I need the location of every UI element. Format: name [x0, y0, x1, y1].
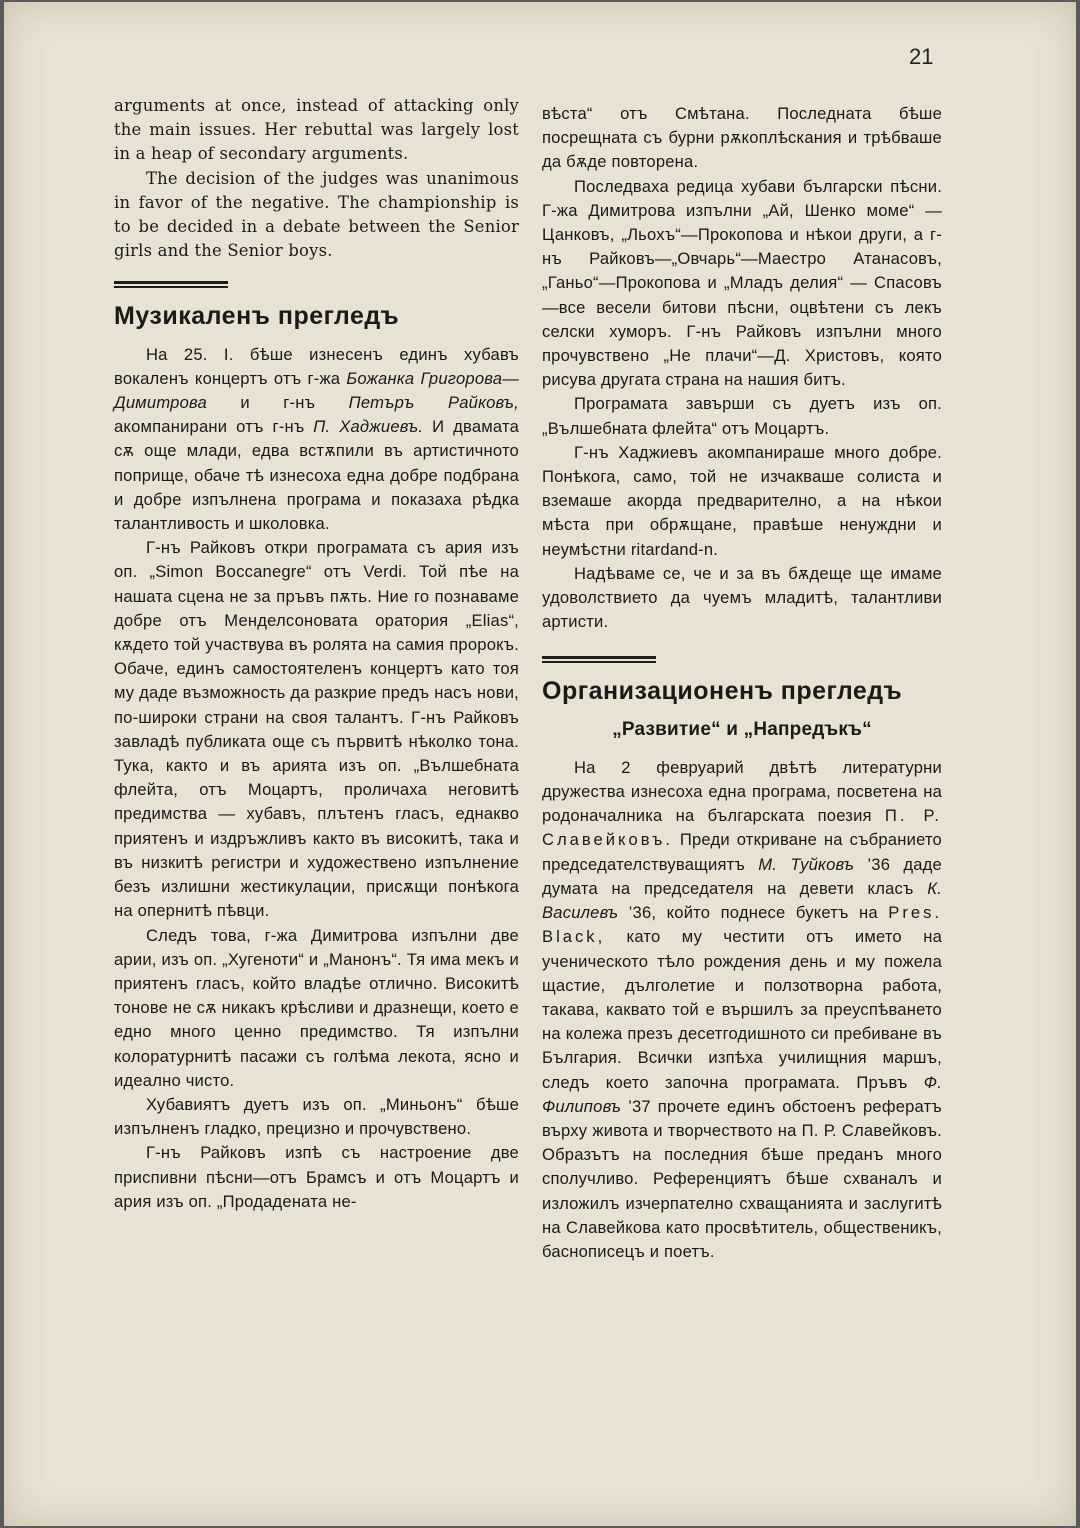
president-name: Pres. Black,	[542, 903, 942, 947]
music-paragraph-5: Г-нъ Райковъ изпѣ съ настроение две приспивни пѣсни—отъ Брамсъ и отъ Моцартъ и ария изъ оп. „Продадената не-	[114, 1143, 519, 1211]
accompanist-name: П. Хаджиевъ.	[313, 417, 424, 437]
debate-paragraph-2: The decision of the judges was unanimous in favor of the negative. The championship is to be decided in a debate between the Senior girls and the Senior boys.	[114, 168, 519, 261]
singer-name: Петъръ Райковъ,	[348, 393, 519, 413]
music-paragraph-4: Хубавиятъ дуетъ изъ оп. „Миньонъ“ бѣше изпълненъ гладко, прецизно и прочувствено.	[114, 1094, 519, 1139]
music-paragraph-7: Последваха редица хубави български пѣсни. Г-жа Димитрова изпълни „Ай, Шенко моме“ — Цанковъ, „Льохъ“—Прокопова и нѣкои други, а г-нъ Райковъ—„Овчарь“—Маестро Атанасовъ, „Ганьо“—Прокопова и „Младъ делия“ — Спасовъ—все весели битови пѣсни, оцвѣтени съ лекъ селски хуморъ. Г-нъ Райковъ изпълни много прочувствено „Не плачи“—Д. Христовъ, която рисува другата страна на нашия битъ.	[542, 176, 942, 390]
organization-review-heading: Организационенъ прегледъ	[542, 677, 903, 706]
student-name: М. Туйковъ	[758, 854, 855, 874]
poet-name: П. Р. Славейковъ.	[542, 806, 942, 850]
music-paragraph-3: Следъ това, г-жа Димитрова изпълни две арии, изъ оп. „Хугеноти“ и „Манонъ“. Тя има мекъ и приятенъ гласъ, който владѣе отлично. Високитѣ тонове не сѫ никакъ крѣсливи и дразнещи, което е едно много ценно предимство. Тя изпълни колоратурнитѣ пасажи съ голѣма лекота, ясно и идеално чисто.	[114, 925, 519, 1090]
debate-paragraph-1: arguments at once, instead of attacking only the main issues. Her rebuttal was largely lost in a heap of secondary arguments.	[114, 96, 519, 164]
music-paragraph-8: Програмата завърши съ дуетъ изъ оп. „Вълшебната флейта“ отъ Моцартъ.	[542, 394, 942, 438]
music-paragraph-6: вѣста“ отъ Смѣтана. Последната бѣше посрещната съ бурни рѫкоплѣскания и трѣбваше да бѫде повторена.	[542, 104, 942, 172]
section-divider	[114, 281, 228, 288]
music-paragraph-10: Надѣваме се, че и за въ бѫдеще ще имаме удоволствието да чуемъ младитѣ, талантливи артисти.	[542, 563, 942, 632]
music-paragraph-2: Г-нъ Райковъ откри програмата съ ария изъ оп. „Simon Boccanegre“ отъ Verdi. Той пѣе на нашата сцена не за пръвъ пѫть. Ние го познаваме добре отъ Менделсоновата оратория „Elias“, кѫдето той участвува въ ролята на самия пророкъ. Обаче, единъ самостоятеленъ концертъ като тоя му даде възможность да разкрие предъ насъ нови, по-широки страни на своя талантъ. Г-нъ Райковъ завладѣ публиката още съ първитѣ нѣколко тона. Тука, както и въ арията изъ оп. „Вълшебната флейта, отъ Моцартъ, проличаха неговитѣ предимства — хубавъ, плътенъ гласъ, еднакво приятенъ и издръжливъ както въ високитѣ, така и въ низкитѣ регистри и художествено изпълнение безъ излишни жестикулации, присѫщи понѣкога на опернитѣ пѣвци.	[114, 538, 519, 921]
student-name: Ф. Филиповъ	[542, 1072, 942, 1116]
section-divider	[542, 656, 656, 663]
organization-paragraph-1: На 2 февруарий двѣтѣ литературни дружества изнесоха една програма, посветена на родоначалника на българската поезия П. Р. Славейковъ. Преди откриване на събранието председателствуващиятъ М. Туйковъ ’36 даде думата на председателя на девети класъ К. Василевъ ’36, който поднесе букетъ на Pres. Black, като му честити отъ името на ученическото тѣло рождения день и му пожела щастие, дълголетие и ползотворна работа, такава, каквато той е вършилъ за преуспѣването на колежа презъ десетгодишното си пребиване въ България. Всички изпѣха училищния маршъ, следъ което започна програмата. Пръвъ Ф. Филиповъ ’37 прочете единъ обстоенъ рефератъ върху живота и творчеството на П. Р. Славейковъ. Образътъ на последния бѣше преданъ много сполучливо. Референциятъ бѣше схваналъ и изложилъ изчерпателно схващанията и заслугитѣ на Славейкова като просвѣтитель, общественикъ, баснописецъ и поетъ.	[542, 757, 942, 1261]
music-review-heading: Музикаленъ прегледъ	[114, 302, 400, 331]
music-paragraph-9: Г-нъ Хаджиевъ акомпанираше много добре. Понѣкога, само, той не изчакваше солиста и вземаше акорда предварително, а на нѣкои мѣста при обрѫщане, правѣше ненуждни и неумѣстни ritardand-n.	[542, 442, 942, 559]
right-column	[542, 102, 942, 1264]
societies-subheading: „Развитие“ и „Напредъкъ“	[612, 718, 872, 740]
page-number: 21	[909, 44, 934, 69]
left-column	[114, 94, 519, 1214]
music-paragraph-1: На 25. I. бѣше изнесенъ единъ хубавъ вокаленъ концертъ отъ г-жа Божанка Григорова—Димитрова и г-нъ Петъръ Райковъ, акомпанирани отъ г-нъ П. Хаджиевъ. И двамата сѫ още млади, едва встѫпили въ артистичното поприще, обаче тѣ изнесоха една добре подбрана и добре изпълнена програма и показаха рѣдка талантливость и школовка.	[114, 344, 519, 534]
scanned-page	[4, 2, 1076, 1526]
singer-name: Божанка Григорова—Димитрова	[114, 368, 519, 413]
student-name: К. Василевъ	[542, 878, 942, 923]
